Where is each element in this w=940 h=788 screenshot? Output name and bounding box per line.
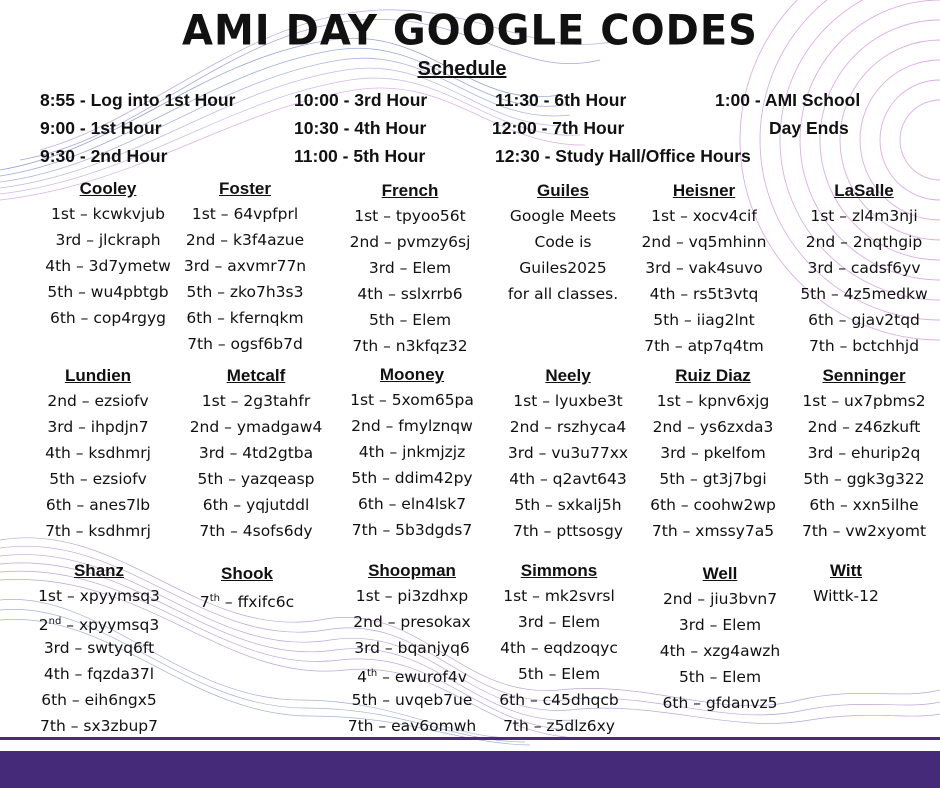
class-code: 1st – mk2svrsl — [503, 587, 615, 605]
class-code: 2nd – jiu3bvn7 — [662, 590, 778, 608]
teacher-block-simmons — [489, 558, 629, 739]
teacher-name: Shook — [221, 564, 273, 583]
teacher-block-metcalf — [186, 363, 326, 544]
schedule-item: 10:00 - 3rd Hour — [294, 90, 428, 110]
teacher-block-french — [340, 178, 480, 359]
schedule-item: 10:30 - 4th Hour — [294, 118, 427, 138]
class-code: 7th – n3kfqz32 — [352, 337, 468, 355]
class-code: 5th – sxkalj5h — [514, 496, 622, 514]
teacher-name: LaSalle — [834, 181, 894, 200]
teacher-block-foster — [178, 176, 312, 357]
class-code: 7th – ffxifc6c — [199, 593, 295, 612]
teacher-name: Metcalf — [226, 366, 286, 385]
class-code: 7th – ogsf6b7d — [187, 335, 303, 353]
teacher-name: Guiles — [537, 181, 589, 200]
class-code: 2nd – presokax — [353, 613, 471, 631]
meet-note: for all classes. — [507, 285, 619, 303]
teacher-name: Neely — [545, 366, 591, 385]
class-code: 1st – xocv4cif — [651, 207, 757, 225]
teacher-name: Lundien — [64, 366, 132, 385]
code-list — [794, 388, 934, 544]
class-code: 2nd – rszhyca4 — [509, 418, 627, 436]
code-list — [342, 387, 482, 543]
class-code: 5th – wu4pbtgb — [47, 283, 169, 301]
class-code: 5th – Elem — [368, 311, 452, 329]
class-code: 4th – eqdzoqyc — [500, 639, 618, 657]
class-code: 3rd – vu3u77xx — [507, 444, 629, 462]
teacher-name: Senninger — [822, 366, 906, 385]
class-code: 1st – pi3zdhxp — [355, 587, 469, 605]
schedule-item: 9:00 - 1st Hour — [40, 118, 162, 138]
class-code: 4th – fqzda37l — [43, 665, 155, 683]
class-code: 3rd – Elem — [678, 616, 762, 634]
teacher-name: Witt — [830, 561, 862, 580]
class-code: 2nd – pvmzy6sj — [349, 233, 471, 251]
footer-bar — [0, 751, 940, 788]
class-code: 5th – 4z5medkw — [800, 285, 928, 303]
class-code: 3rd – ehurip2q — [807, 444, 921, 462]
class-code: 3rd – pkelfom — [660, 444, 766, 462]
class-code: 5th – Elem — [517, 665, 601, 683]
class-code: 6th – coohw2wp — [650, 496, 776, 514]
class-code: 7th – z5dlz6xy — [503, 717, 615, 735]
code-list — [186, 388, 326, 544]
schedule-item: 12:30 - Study Hall/Office Hours — [495, 146, 751, 166]
schedule-item: Day Ends — [769, 118, 849, 138]
class-code: 5th – ddim42py — [351, 469, 473, 487]
class-code: 5th – ezsiofv — [49, 470, 147, 488]
teacher-name: Well — [702, 564, 738, 583]
class-code: 7th – vw2xyomt — [801, 522, 927, 540]
footer-divider — [0, 737, 940, 740]
class-code: Wittk-12 — [813, 587, 879, 605]
class-code: 1st – zl4m3nji — [810, 207, 918, 225]
teacher-block-shook — [177, 561, 317, 612]
teacher-block-neely — [498, 363, 638, 544]
code-list — [340, 203, 480, 359]
class-code: 5th – zko7h3s3 — [186, 283, 304, 301]
teacher-block-guiles — [493, 178, 633, 307]
class-code: 1st – 2g3tahfr — [201, 392, 311, 410]
class-code: 6th – anes7lb — [45, 496, 151, 514]
meet-code: Guiles2025 — [519, 259, 607, 277]
class-code: 7th – sx3zbup7 — [40, 717, 158, 735]
class-code: 3rd – vak4suvo — [645, 259, 763, 277]
schedule-item: 8:55 - Log into 1st Hour — [40, 90, 236, 110]
class-code: 7th – ksdhmrj — [45, 522, 151, 540]
class-code: 6th – yqjutddl — [202, 496, 310, 514]
class-code: 4th – sslxrrb6 — [357, 285, 463, 303]
teacher-block-well — [650, 561, 790, 716]
class-code: 2nd – z46zkuft — [807, 418, 921, 436]
class-code: 4th – 3d7ymetw — [45, 257, 171, 275]
schedule-item: 1:00 - AMI School — [715, 90, 861, 110]
code-list — [498, 388, 638, 544]
schedule-item: 12:00 - 7th Hour — [492, 118, 625, 138]
class-code: 2nd – ezsiofv — [47, 392, 149, 410]
teacher-block-witt — [786, 558, 906, 609]
schedule-item: 11:30 - 6th Hour — [495, 90, 627, 110]
class-code: 1st – ux7pbms2 — [802, 392, 926, 410]
teacher-name: Foster — [219, 179, 271, 198]
class-code: 1st – 64vpfprl — [191, 205, 299, 223]
code-list — [786, 583, 906, 609]
class-code: 1st – xpyymsq3 — [38, 587, 160, 605]
class-code: 7th – bctchhjd — [808, 337, 920, 355]
teacher-name: Heisner — [672, 181, 736, 200]
class-code: 5th – yazqeasp — [197, 470, 315, 488]
teacher-block-ruiz-diaz — [643, 363, 783, 544]
meet-note: Google Meets — [509, 207, 617, 225]
class-code: 5th – Elem — [678, 668, 762, 686]
class-code: 3rd – cadsf6yv — [807, 259, 921, 277]
class-code: 1st – lyuxbe3t — [513, 392, 623, 410]
class-code: 5th – gt3j7bgi — [659, 470, 767, 488]
class-code: 6th – eln4lsk7 — [357, 495, 467, 513]
class-code: 2nd – 2nqthgip — [805, 233, 923, 251]
class-code: 3rd – axvmr77n — [183, 257, 307, 275]
schedule-item: 9:30 - 2nd Hour — [40, 146, 168, 166]
class-code: 3rd – Elem — [517, 613, 601, 631]
teacher-block-mooney — [342, 362, 482, 543]
class-code: 6th – xxn5ilhe — [809, 496, 919, 514]
class-code: 5th – iiag2lnt — [653, 311, 755, 329]
class-code: 5th – uvqeb7ue — [351, 691, 473, 709]
teacher-name: Simmons — [520, 561, 598, 580]
code-list — [643, 388, 783, 544]
class-code: 4th – ewurof4v — [357, 668, 467, 687]
meet-note: Code is — [534, 233, 592, 251]
schedule-heading: Schedule — [417, 58, 507, 80]
class-code: 6th – c45dhqcb — [499, 691, 619, 709]
class-code: 7th – 4sofs6dy — [199, 522, 313, 540]
class-code: 6th – cop4rgyg — [49, 309, 167, 327]
code-list — [38, 201, 178, 331]
teacher-block-lundien — [28, 363, 168, 544]
class-code: 7th – atp7q4tm — [644, 337, 764, 355]
teacher-name: Shoopman — [368, 561, 456, 580]
class-code: 7th – xmssy7a5 — [651, 522, 775, 540]
teacher-block-heisner — [634, 178, 774, 359]
class-code: 2nd – xpyymsq3 — [38, 616, 160, 635]
class-code: 3rd – 4td2gtba — [198, 444, 314, 462]
teacher-name: Cooley — [79, 179, 137, 198]
class-code: 6th – gfdanvz5 — [662, 694, 778, 712]
teacher-block-senninger — [794, 363, 934, 544]
class-code: 2nd – ys6zxda3 — [652, 418, 774, 436]
class-code: 3rd – swtyq6ft — [43, 639, 155, 657]
class-code: 5th – ggk3g322 — [803, 470, 925, 488]
class-code: 7th – pttsosgy — [512, 522, 623, 540]
teacher-block-shanz — [29, 558, 169, 739]
code-list — [493, 203, 633, 307]
class-code: 4th – q2avt643 — [509, 470, 627, 488]
code-list — [29, 583, 169, 739]
code-list — [177, 586, 317, 612]
code-list — [650, 586, 790, 716]
class-code: 3rd – ihpdjn7 — [47, 418, 149, 436]
class-code: 2nd – k3f4azue — [185, 231, 305, 249]
code-list — [634, 203, 774, 359]
class-code: 4th – xzg4awzh — [659, 642, 781, 660]
class-code: 7th – eav6omwh — [347, 717, 477, 735]
code-list — [489, 583, 629, 739]
class-code: 3rd – jlckraph — [55, 231, 161, 249]
class-code: 7th – 5b3dgds7 — [351, 521, 473, 539]
teacher-name: Mooney — [379, 365, 445, 384]
teacher-name: Shanz — [73, 561, 125, 580]
page-title: AMI DAY GOOGLE CODES — [182, 6, 758, 56]
class-code: 4th – rs5t3vtq — [649, 285, 759, 303]
code-list — [178, 201, 312, 357]
class-code: 3rd – bqanjyq6 — [354, 639, 470, 657]
class-code: 6th – gjav2tqd — [808, 311, 920, 329]
code-list — [794, 203, 934, 359]
teacher-name: Ruiz Diaz — [675, 366, 751, 385]
teacher-block-lasalle — [794, 178, 934, 359]
class-code: 2nd – vq5mhinn — [641, 233, 767, 251]
class-code: 1st – kcwkvjub — [51, 205, 165, 223]
class-code: 2nd – fmylznqw — [351, 417, 473, 435]
class-code: 1st – 5xom65pa — [350, 391, 474, 409]
class-code: 6th – kfernqkm — [186, 309, 304, 327]
class-code: 1st – kpnv6xjg — [656, 392, 770, 410]
class-code: 4th – jnkmjzjz — [358, 443, 466, 461]
teacher-block-shoopman — [342, 558, 482, 739]
class-code: 6th – eih6ngx5 — [41, 691, 157, 709]
teacher-block-cooley — [38, 176, 178, 331]
class-code: 2nd – ymadgaw4 — [189, 418, 323, 436]
teacher-name: French — [381, 181, 439, 200]
class-code: 1st – tpyoo56t — [354, 207, 466, 225]
code-list — [28, 388, 168, 544]
code-list — [342, 583, 482, 739]
class-code: 3rd – Elem — [368, 259, 452, 277]
class-code: 4th – ksdhmrj — [45, 444, 151, 462]
schedule-item: 11:00 - 5th Hour — [294, 146, 426, 166]
